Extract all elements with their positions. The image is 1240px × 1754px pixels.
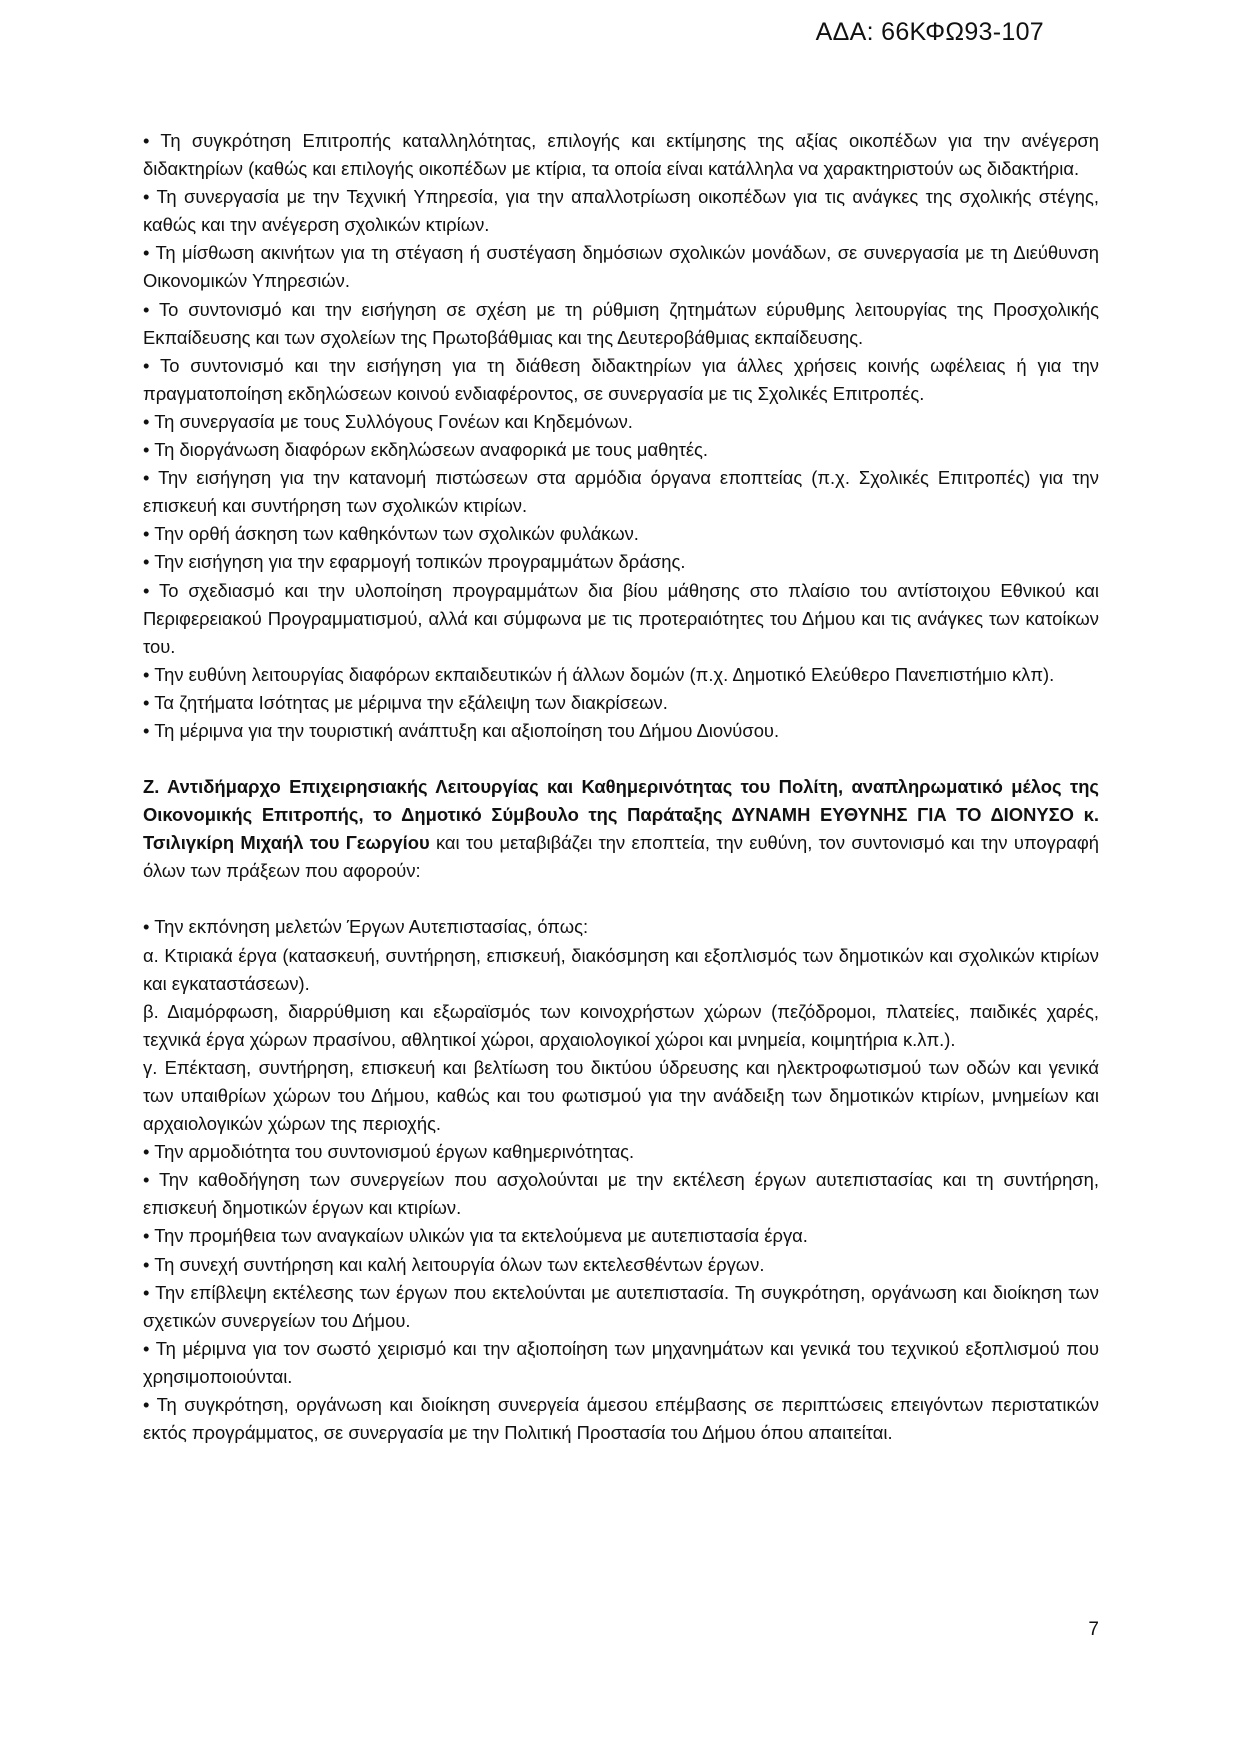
list-item: γ. Επέκταση, συντήρηση, επισκευή και βελτίωση του δικτύου ύδρευσης και ηλεκτροφωτισμού των οδών και γενικά των υπαιθρίων χώρων του Δήμου, καθώς και του φωτισμού για την ανάδειξη των δημοτικών κτιρίων, μνημείων και αρχαιολογικών χώρων της περιοχής. xyxy=(143,1056,1099,1135)
section-z-bold-text: Ζ. Αντιδήμαρχο Επιχειρησιακής Λειτουργίας και Καθημερινότητας του Πολίτη, αναπληρωματικό μέλος της Οικονομικής Επιτροπής, το Δημοτικό Σύμβουλο της Παράταξης ΔΥΝΑΜΗ ΕΥΘΥΝΗΣ ΓΙΑ ΤΟ ΔΙΟΝΥΣΟ κ. Τσιλιγκίρη Μιχαήλ του Γεωργίου xyxy=(143,776,1099,854)
list-item: • Την ορθή άσκηση των καθηκόντων των σχολικών φυλάκων. xyxy=(143,523,639,545)
list-item: • Την εισήγηση για την εφαρμογή τοπικών προγραμμάτων δράσης. xyxy=(143,551,686,573)
spacer xyxy=(143,745,1099,773)
list-item: • Τη συνεργασία με τους Συλλόγους Γονέων και Κηδεμόνων. xyxy=(143,410,633,432)
page-number: 7 xyxy=(1088,1619,1099,1640)
list-item: • Τη μίσθωση ακινήτων για τη στέγαση ή συστέγαση δημόσιων σχολικών μονάδων, σε συνεργασία με τη Διεύθυνση Οικονομικών Υπηρεσιών. xyxy=(143,242,1099,292)
document-body xyxy=(143,127,1099,1447)
list-item: • Τη μέριμνα για τον σωστό χειρισμό και την αξιοποίηση των μηχανημάτων και γενικά του τεχνικού εξοπλισμού που χρησιμοποιούνται. xyxy=(143,1337,1099,1387)
list-item: • Τη συγκρότηση Επιτροπής καταλληλότητας, επιλογής και εκτίμησης της αξίας οικοπέδων για την ανέγερση διδακτηρίων (καθώς και επιλογής οικοπέδων με κτίρια, τα οποία είναι κατάλληλα να χαρακτηριστούν ως διδακτήρια. xyxy=(143,130,1099,180)
list-item: • Τη συνεχή συντήρηση και καλή λειτουργία όλων των εκτελεσθέντων έργων. xyxy=(143,1253,765,1275)
spacer xyxy=(143,885,1099,913)
bullet-list-part2 xyxy=(143,913,1099,1447)
list-item: • Την αρμοδιότητα του συντονισμού έργων καθημερινότητας. xyxy=(143,1141,635,1163)
section-z-heading xyxy=(143,773,1099,885)
list-item: • Τη διοργάνωση διαφόρων εκδηλώσεων αναφορικά με τους μαθητές. xyxy=(143,439,709,461)
list-item: • Την εκπόνηση μελετών Έργων Αυτεπιστασίας, όπως: xyxy=(143,916,589,938)
list-item: • Την καθοδήγηση των συνεργείων που ασχολούνται με την εκτέλεση έργων αυτεπιστασίας και τη συντήρηση, επισκευή δημοτικών έργων και κτιρίων. xyxy=(143,1169,1099,1219)
list-item: • Το συντονισμό και την εισήγηση για τη διάθεση διδακτηρίων για άλλες χρήσεις κοινής ωφέλειας ή για την πραγματοποίηση εκδηλώσεων κοινού ενδιαφέροντος, σε συνεργασία με τις Σχολικές Επιτροπές. xyxy=(143,354,1099,404)
bullet-list-part1 xyxy=(143,127,1099,745)
list-item: β. Διαμόρφωση, διαρρύθμιση και εξωραϊσμός των κοινοχρήστων χώρων (πεζόδρομοι, πλατείες, παιδικές χαρές, τεχνικά έργα χώρων πρασίνου, αθλητικοί χώροι, αρχαιολογικοί χώροι και μνημεία, κοιμητήρια κ.λπ.). xyxy=(143,1000,1099,1050)
list-item: • Την επίβλεψη εκτέλεσης των έργων που εκτελούνται με αυτεπιστασία. Τη συγκρότηση, οργάνωση και διοίκηση των σχετικών συνεργείων του Δήμου. xyxy=(143,1281,1099,1331)
list-item: • Τη συγκρότηση, οργάνωση και διοίκηση συνεργεία άμεσου επέμβασης σε περιπτώσεις επειγόντων περιστατικών εκτός προγράμματος, σε συνεργασία με την Πολιτική Προστασία του Δήμου όπου απαιτείται. xyxy=(143,1394,1099,1444)
list-item: • Τα ζητήματα Ισότητας με μέριμνα την εξάλειψη των διακρίσεων. xyxy=(143,691,668,713)
list-item: • Τη μέριμνα για την τουριστική ανάπτυξη και αξιοποίηση του Δήμου Διονύσου. xyxy=(143,719,780,741)
list-item: • Την εισήγηση για την κατανομή πιστώσεων στα αρμόδια όργανα εποπτείας (π.χ. Σχολικές Επιτροπές) για την επισκευή και συντήρηση των σχολικών κτιρίων. xyxy=(143,467,1099,517)
list-item: • Την ευθύνη λειτουργίας διαφόρων εκπαιδευτικών ή άλλων δομών (π.χ. Δημοτικό Ελεύθερο Πανεπιστήμιο κλπ). xyxy=(143,663,1055,685)
list-item: • Το σχεδιασμό και την υλοποίηση προγραμμάτων δια βίου μάθησης στο πλαίσιο του αντίστοιχου Εθνικού και Περιφερειακού Προγραμματισμού, αλλά και σύμφωνα με τις προτεραιότητες του Δήμου και τις ανάγκες των κατοίκων του. xyxy=(143,579,1099,657)
ada-code: ΑΔΑ: 66ΚΦΩ93-107 xyxy=(815,18,1044,46)
section-z-normal-text: και του μεταβιβάζει την εποπτεία, την ευθύνη, τον συντονισμό και την υπογραφή όλων των πράξεων που αφορούν: xyxy=(143,832,1099,882)
list-item: • Το συντονισμό και την εισήγηση σε σχέση με τη ρύθμιση ζητημάτων εύρυθμης λειτουργίας της Προσχολικής Εκπαίδευσης και των σχολείων της Πρωτοβάθμιας και της Δευτεροβάθμιας εκπαίδευσης. xyxy=(143,298,1099,348)
list-item: • Την προμήθεια των αναγκαίων υλικών για τα εκτελούμενα με αυτεπιστασία έργα. xyxy=(143,1225,808,1247)
list-item: • Τη συνεργασία με την Τεχνική Υπηρεσία, για την απαλλοτρίωση οικοπέδων για τις ανάγκες της σχολικής στέγης, καθώς και την ανέγερση σχολικών κτιρίων. xyxy=(143,186,1099,236)
list-item: α. Κτιριακά έργα (κατασκευή, συντήρηση, επισκευή, διακόσμηση και εξοπλισμός των δημοτικών και σχολικών κτιρίων και εγκαταστάσεων). xyxy=(143,944,1099,994)
